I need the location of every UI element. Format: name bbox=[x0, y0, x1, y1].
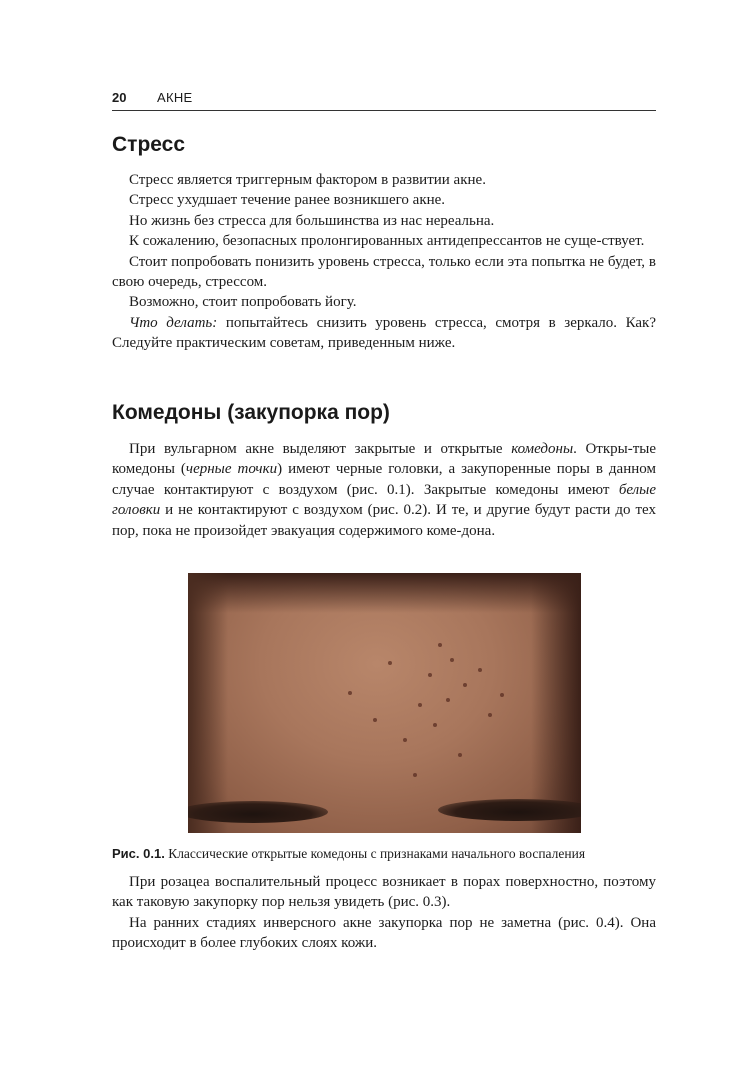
text-run: попытайтесь снизить уровень стресса, смотря в зеркало. Как? Следуйте практическим советам, приведенным ниже. bbox=[112, 314, 656, 352]
figure-caption-text: Классические открытые комедоны с признаками начального воспаления bbox=[164, 846, 586, 861]
paragraph bbox=[112, 231, 656, 251]
paragraph bbox=[112, 190, 656, 210]
figure-label: Рис. 0.1. bbox=[112, 846, 165, 861]
paragraph bbox=[112, 292, 656, 312]
text-run: Возможно, стоит попробовать йогу. bbox=[129, 294, 357, 311]
running-header bbox=[112, 88, 656, 111]
italic-text: Что делать: bbox=[129, 314, 218, 331]
after-figure-paragraphs bbox=[112, 872, 656, 954]
section-title-comedones: Комедоны (закупорка пор) bbox=[112, 401, 390, 424]
text-run: К сожалению, безопасных пролонгированных антидепрессантов не суще-ствует. bbox=[129, 233, 645, 250]
section1-paragraphs bbox=[112, 170, 656, 354]
text-run: Но жизнь без стресса для большинства из нас нереальна. bbox=[129, 212, 495, 229]
italic-text: белые головки bbox=[112, 481, 656, 519]
section-title-stress: Стресс bbox=[112, 133, 186, 156]
italic-text: черные точки bbox=[185, 461, 278, 478]
paragraph bbox=[112, 913, 656, 954]
running-title: АКНЕ bbox=[157, 90, 193, 105]
paragraph bbox=[112, 252, 656, 293]
section2-paragraphs bbox=[112, 439, 656, 541]
forehead-photo bbox=[188, 573, 581, 833]
paragraph bbox=[112, 170, 656, 190]
paragraph bbox=[112, 313, 656, 354]
paragraph bbox=[112, 211, 656, 231]
page-number: 20 bbox=[112, 90, 127, 105]
text-run: Стоит попробовать понизить уровень стресса, только если эта попытка не будет, в свою очередь, стрессом. bbox=[112, 253, 656, 291]
text-run: При розацеа воспалительный процесс возникает в порах поверхностно, поэтому как таковую закупорку пор нельзя увидеть (рис. 0.3). bbox=[112, 874, 656, 911]
text-run: . Откры-тые комедоны ( bbox=[112, 441, 657, 478]
text-run: и не контактируют с воздухом (рис. 0.2). И те, и другие будут расти до тех пор, пока не произойдет эвакуация содержимого коме-дона. bbox=[112, 502, 656, 539]
left-eyebrow bbox=[188, 801, 328, 823]
italic-text: комедоны bbox=[511, 441, 574, 457]
paragraph bbox=[112, 439, 656, 541]
right-eyebrow bbox=[438, 799, 581, 821]
paragraph bbox=[112, 872, 656, 913]
text-run: ) имеют черные головки, а закупоренные поры в данном случае контактируют с воздухом (рис. 0.1). Закрытые комедоны имеют bbox=[112, 461, 656, 498]
figure-caption bbox=[112, 845, 672, 863]
text-run: Стресс является триггерным фактором в развитии акне. bbox=[129, 172, 486, 188]
text-run: На ранних стадиях инверсного акне закупорка пор не заметна (рис. 0.4). Она происходит в более глубоких слоях кожи. bbox=[112, 914, 656, 952]
text-run: Стресс ухудшает течение ранее возникшего акне. bbox=[129, 192, 446, 209]
text-run: При вульгарном акне выделяют закрытые и открытые bbox=[129, 441, 512, 457]
